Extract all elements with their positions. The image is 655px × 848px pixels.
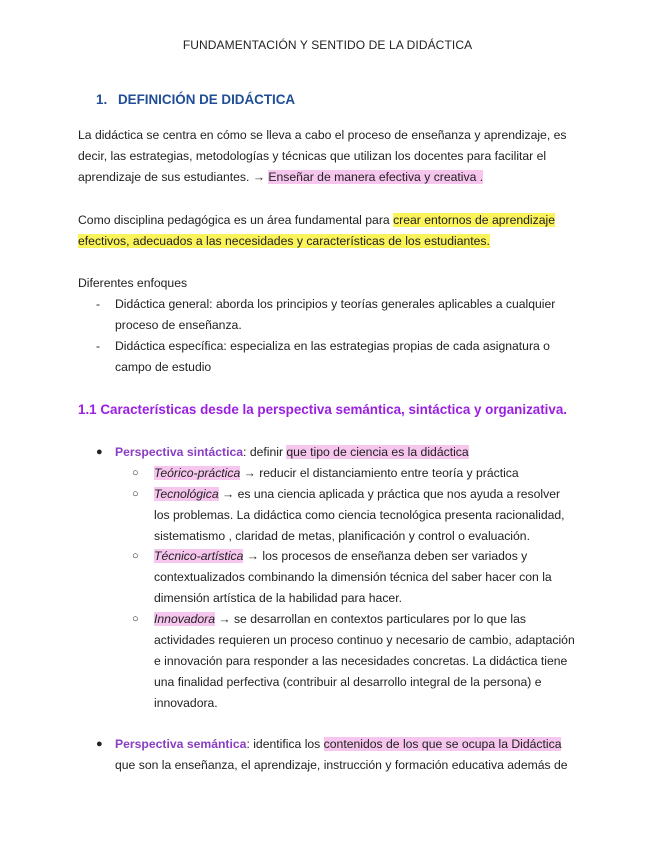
- term-description: → reducir el distanciamiento entre teoría y práctica: [240, 466, 519, 480]
- sub-item-tecnico-artistica: [115, 546, 578, 609]
- sub-item-tecnologica: [115, 484, 578, 547]
- term: Teórico-práctica: [154, 466, 241, 480]
- paragraph-definition: [78, 125, 578, 188]
- circle-bullet-icon: ○: [132, 488, 139, 500]
- semantica-text: : identifica los: [246, 737, 324, 751]
- paragraph-definition-highlight: Enseñar de manera efectiva y creativa .: [268, 170, 484, 184]
- term: Innovadora: [154, 612, 215, 626]
- term: Técnico-artística: [154, 549, 244, 563]
- term: Tecnológica: [154, 487, 219, 501]
- page-header: FUNDAMENTACIÓN Y SENTIDO DE LA DIDÁCTICA: [182, 38, 473, 52]
- dash-marker: -: [96, 339, 101, 353]
- bullet-semantica: [78, 734, 578, 776]
- bullet-sintactica: [78, 442, 578, 463]
- enfoques-list: [78, 294, 578, 378]
- section-1-number: 1.: [96, 92, 108, 107]
- dash-marker: -: [96, 297, 101, 311]
- paragraph-discipline-text: Como disciplina pedagógica es un área fundamental para: [78, 213, 394, 227]
- enfoques-title: Diferentes enfoques: [78, 276, 188, 290]
- term-description: → los procesos de enseñanza deben ser variados y contextualizados combinando la dimensión técnica del saber hacer con la dimensión artística de la habilidad para hacer.: [154, 549, 552, 605]
- list-item: [78, 336, 578, 378]
- section-1-1-heading: 1.1 Características desde la perspectiva semántica, sintáctica y organizativa.: [78, 402, 568, 417]
- bullet-icon: ●: [96, 738, 103, 750]
- sub-item-innovadora: [115, 609, 578, 714]
- sintactica-highlight: que tipo de ciencia es la didáctica: [286, 445, 469, 459]
- circle-bullet-icon: ○: [132, 467, 139, 479]
- section-1-heading: [96, 92, 295, 107]
- enfoque-text: Didáctica específica: especializa en las estrategias propias de cada asignatura o campo de estudio: [115, 339, 550, 374]
- paragraph-discipline-highlight: crear entornos de aprendizaje efectivos, adecuados a las necesidades y características de los estudiantes.: [78, 213, 555, 248]
- sintactica-text: : definir: [243, 445, 287, 459]
- circle-bullet-icon: ○: [132, 550, 139, 562]
- sub-item-teorico-practica: [115, 463, 578, 484]
- bullet-icon: ●: [96, 446, 103, 458]
- sintactica-label: Perspectiva sintáctica: [115, 445, 244, 459]
- circle-bullet-icon: ○: [132, 613, 139, 625]
- section-1-title: DEFINICIÓN DE DIDÁCTICA: [118, 92, 296, 107]
- enfoque-text: Didáctica general: aborda los principios y teorías generales aplicables a cualquier proceso de enseñanza.: [115, 297, 556, 332]
- semantica-highlight: contenidos de los que se ocupa la Didáctica: [323, 737, 562, 751]
- semantica-rest: que son la enseñanza, el aprendizaje, instrucción y formación educativa además de: [115, 758, 568, 772]
- list-item: [78, 294, 578, 336]
- term-description: → se desarrollan en contextos particulares por lo que las actividades requieren un proceso continuo y necesario de cambio, adaptación e innovación para responder a las necesidades concretas. La didáctica tiene una finalidad perfectiva (contribuir al desarrollo integral de la persona) e innovadora.: [154, 612, 575, 710]
- term-description: → es una ciencia aplicada y práctica que nos ayuda a resolver los problemas. La didáctica como ciencia tecnológica presenta racionalidad, sistematismo , claridad de metas, planificación y control o evaluación.: [154, 487, 565, 543]
- paragraph-discipline: [78, 210, 578, 252]
- paragraph-definition-text: La didáctica se centra en cómo se lleva a cabo el proceso de enseñanza y aprendizaje, es decir, las estrategias, metodologías y técnicas que utilizan los docentes para facilitar el aprendizaje de sus estudiantes. →: [78, 128, 567, 184]
- semantica-label: Perspectiva semántica: [115, 737, 247, 751]
